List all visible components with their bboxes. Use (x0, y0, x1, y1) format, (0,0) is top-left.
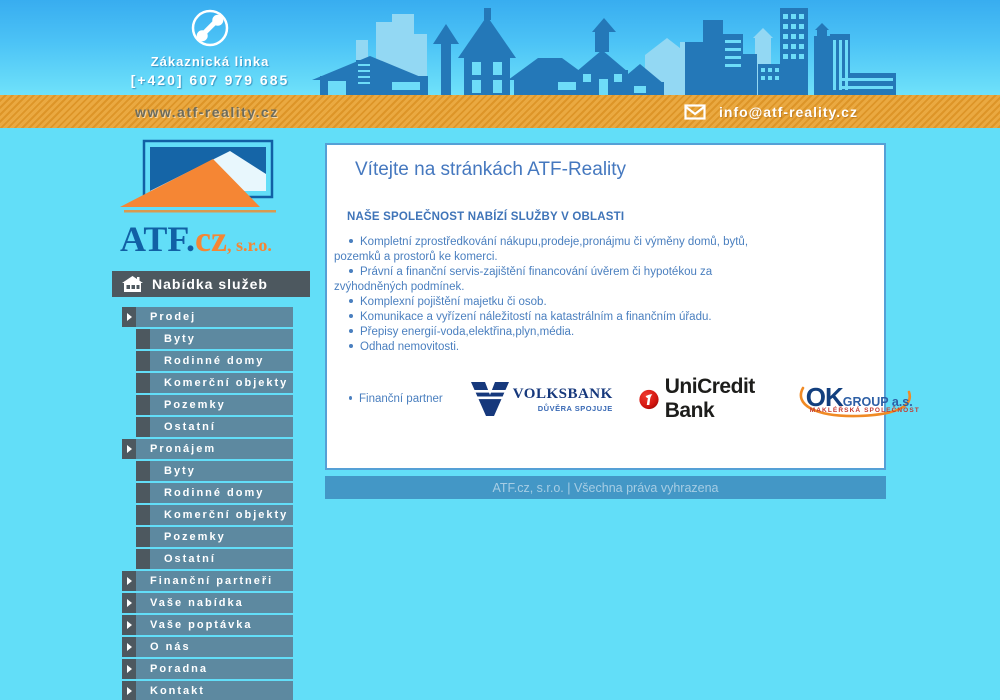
hotline-label: Zákaznická linka (150, 54, 270, 69)
bullet-icon (349, 329, 353, 333)
house-icon (122, 276, 143, 292)
square-icon (136, 461, 150, 481)
contact-bar (0, 95, 1000, 128)
square-icon (136, 329, 150, 349)
city-skyline-illustration (300, 0, 900, 95)
list-item: Kompletní zprostředkování nákupu,prodeje,pronájmu či výměny domů, bytů, pozemků a prostorů ke komerci. (334, 236, 749, 263)
menu-item-financni-partneri[interactable]: Finanční partneři (122, 571, 293, 591)
logo-house-icon (112, 138, 310, 218)
logo-tld: cz (195, 219, 227, 259)
list-item: Přepisy energií-voda,elektřina,plyn,média. (334, 325, 786, 340)
company-logo[interactable] (112, 136, 310, 267)
square-icon (136, 549, 150, 569)
square-icon (136, 417, 150, 437)
menu-item-prodej[interactable]: Prodej (122, 307, 293, 327)
menu-item-pronajem-komercni-objekty[interactable]: Komerční objekty (136, 505, 293, 525)
services-list (334, 235, 786, 355)
menu-item-prodej-komercni-objekty[interactable]: Komerční objekty (136, 373, 293, 393)
sidebar (112, 136, 310, 700)
copyright-text: ATF.cz, s.r.o. | Všechna práva vyhrazena (492, 480, 719, 495)
menu-item-pronajem-rodinne-domy[interactable]: Rodinné domy (136, 483, 293, 503)
arrow-square-icon (122, 307, 136, 327)
okgroup-name: OK (805, 382, 843, 412)
hotline-number: [+420] 607 979 685 (130, 72, 290, 88)
unicredit-logo[interactable] (639, 375, 772, 423)
okgroup-logo[interactable] (796, 378, 920, 420)
unicredit-ball-icon (639, 386, 659, 413)
logo-suffix: , s.r.o. (227, 235, 272, 255)
menu-item-o-nas[interactable]: O nás (122, 637, 293, 657)
email-link[interactable]: info@atf-reality.cz (719, 103, 858, 120)
logo-text (120, 218, 272, 260)
menu-item-pronajem-pozemky[interactable]: Pozemky (136, 527, 293, 547)
page-title: Vítejte na stránkách ATF-Reality (355, 159, 627, 180)
menu-item-poradna[interactable]: Poradna (122, 659, 293, 679)
list-item: Odhad nemovitosti. (334, 340, 786, 355)
arrow-square-icon (122, 659, 136, 679)
unicredit-name: UniCredit Bank (664, 375, 755, 422)
okgroup-tagline: MAKLÉŘSKÁ SPOLEČNOST (809, 407, 920, 414)
list-item: Právní a finanční servis-zajištění financování úvěrem či hypotékou za zvýhodněných podmínek. (334, 266, 713, 293)
menu-item-kontakt[interactable]: Kontakt (122, 681, 293, 700)
square-icon (136, 527, 150, 547)
logo-name: ATF. (120, 219, 196, 259)
volksbank-name: VOLKSBANK (512, 385, 613, 402)
content-panel (325, 143, 920, 470)
arrow-square-icon (122, 439, 136, 459)
envelope-icon (684, 104, 706, 120)
menu-item-vase-poptavka[interactable]: Vaše poptávka (122, 615, 293, 635)
footer-bar (325, 476, 886, 499)
menu-item-prodej-byty[interactable]: Byty (136, 329, 293, 349)
bullet-icon (349, 269, 353, 273)
menu-item-vase-nabidka[interactable]: Vaše nabídka (122, 593, 293, 613)
header-banner (0, 0, 1000, 95)
bullet-icon (349, 299, 353, 303)
volksbank-logo[interactable] (471, 382, 613, 416)
bullet-icon (349, 314, 353, 318)
financial-partners-row (334, 375, 920, 423)
volksbank-tagline: DŮVĚRA SPOJUJE (537, 403, 613, 413)
menu-item-prodej-pozemky[interactable]: Pozemky (136, 395, 293, 415)
square-icon (136, 351, 150, 371)
arrow-square-icon (122, 637, 136, 657)
main-menu (112, 307, 310, 700)
menu-item-prodej-rodinne-domy[interactable]: Rodinné domy (136, 351, 293, 371)
bullet-icon (349, 239, 353, 243)
hotline-block (110, 7, 310, 88)
arrow-square-icon (122, 681, 136, 700)
bullet-icon (349, 396, 352, 400)
square-icon (136, 483, 150, 503)
okgroup-name2: GROUP a.s. (842, 395, 913, 409)
square-icon (136, 505, 150, 525)
list-item: Komplexní pojištění majetku či osob. (334, 295, 786, 310)
bullet-icon (349, 344, 353, 348)
square-icon (136, 395, 150, 415)
section-heading: NAŠE SPOLEČNOST NABÍZÍ SLUŽBY V OBLASTI (347, 211, 625, 223)
partner-label: Finanční partner (359, 393, 443, 405)
arrow-square-icon (122, 571, 136, 591)
square-icon (136, 373, 150, 393)
phone-icon (189, 7, 231, 49)
volksbank-v-icon (471, 382, 509, 416)
menu-title-bar (112, 271, 310, 297)
arrow-square-icon (122, 615, 136, 635)
menu-item-pronajem[interactable]: Pronájem (122, 439, 293, 459)
menu-item-prodej-ostatni[interactable]: Ostatní (136, 417, 293, 437)
menu-title: Nabídka služeb (152, 276, 268, 292)
list-item: Komunikace a vyřízení náležitostí na katastrálním a finančním úřadu. (334, 310, 786, 325)
website-link[interactable]: www.atf-reality.cz (135, 103, 279, 120)
arrow-square-icon (122, 593, 136, 613)
menu-item-pronajem-byty[interactable]: Byty (136, 461, 293, 481)
menu-item-pronajem-ostatni[interactable]: Ostatní (136, 549, 293, 569)
